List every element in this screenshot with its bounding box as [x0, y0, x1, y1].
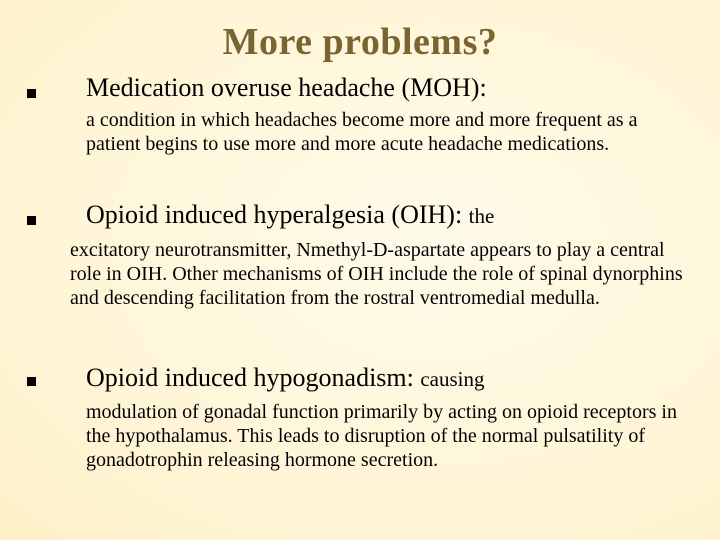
- bullet-lead-text: causing: [420, 367, 485, 391]
- bullet-square-icon: [27, 216, 36, 225]
- bullet-lead-text: the: [468, 204, 495, 228]
- bullet-heading-oih: [86, 199, 494, 232]
- bullet-heading-hypogonadism: [86, 362, 485, 395]
- slide-title: More problems?: [222, 21, 498, 63]
- bullet-heading-moh: [86, 72, 487, 104]
- bullet-heading-text: Opioid induced hypogonadism:: [86, 363, 414, 392]
- bullet-body-oih: excitatory neurotransmitter, Nmethyl-D-aspartate appears to play a central role in OIH. Other mechanisms of OIH include the role of spinal dynorphins and descending facilitation from the rostral ventromedial medulla.: [70, 239, 683, 309]
- bullet-heading-text: Medication overuse headache (MOH):: [86, 73, 487, 102]
- bullet-body-moh: a condition in which headaches become more and more frequent as a patient begins to use more and more acute headache medications.: [86, 109, 638, 155]
- bullet-square-icon: [27, 89, 36, 98]
- bullet-body-hypogonadism: modulation of gonadal function primarily by acting on opioid receptors in the hypothalamus. This leads to disruption of the normal pulsatility of gonadotrophin releasing hormone secretion.: [86, 401, 677, 471]
- bullet-square-icon: [27, 377, 36, 386]
- bullet-heading-text: Opioid induced hyperalgesia (OIH):: [86, 200, 463, 229]
